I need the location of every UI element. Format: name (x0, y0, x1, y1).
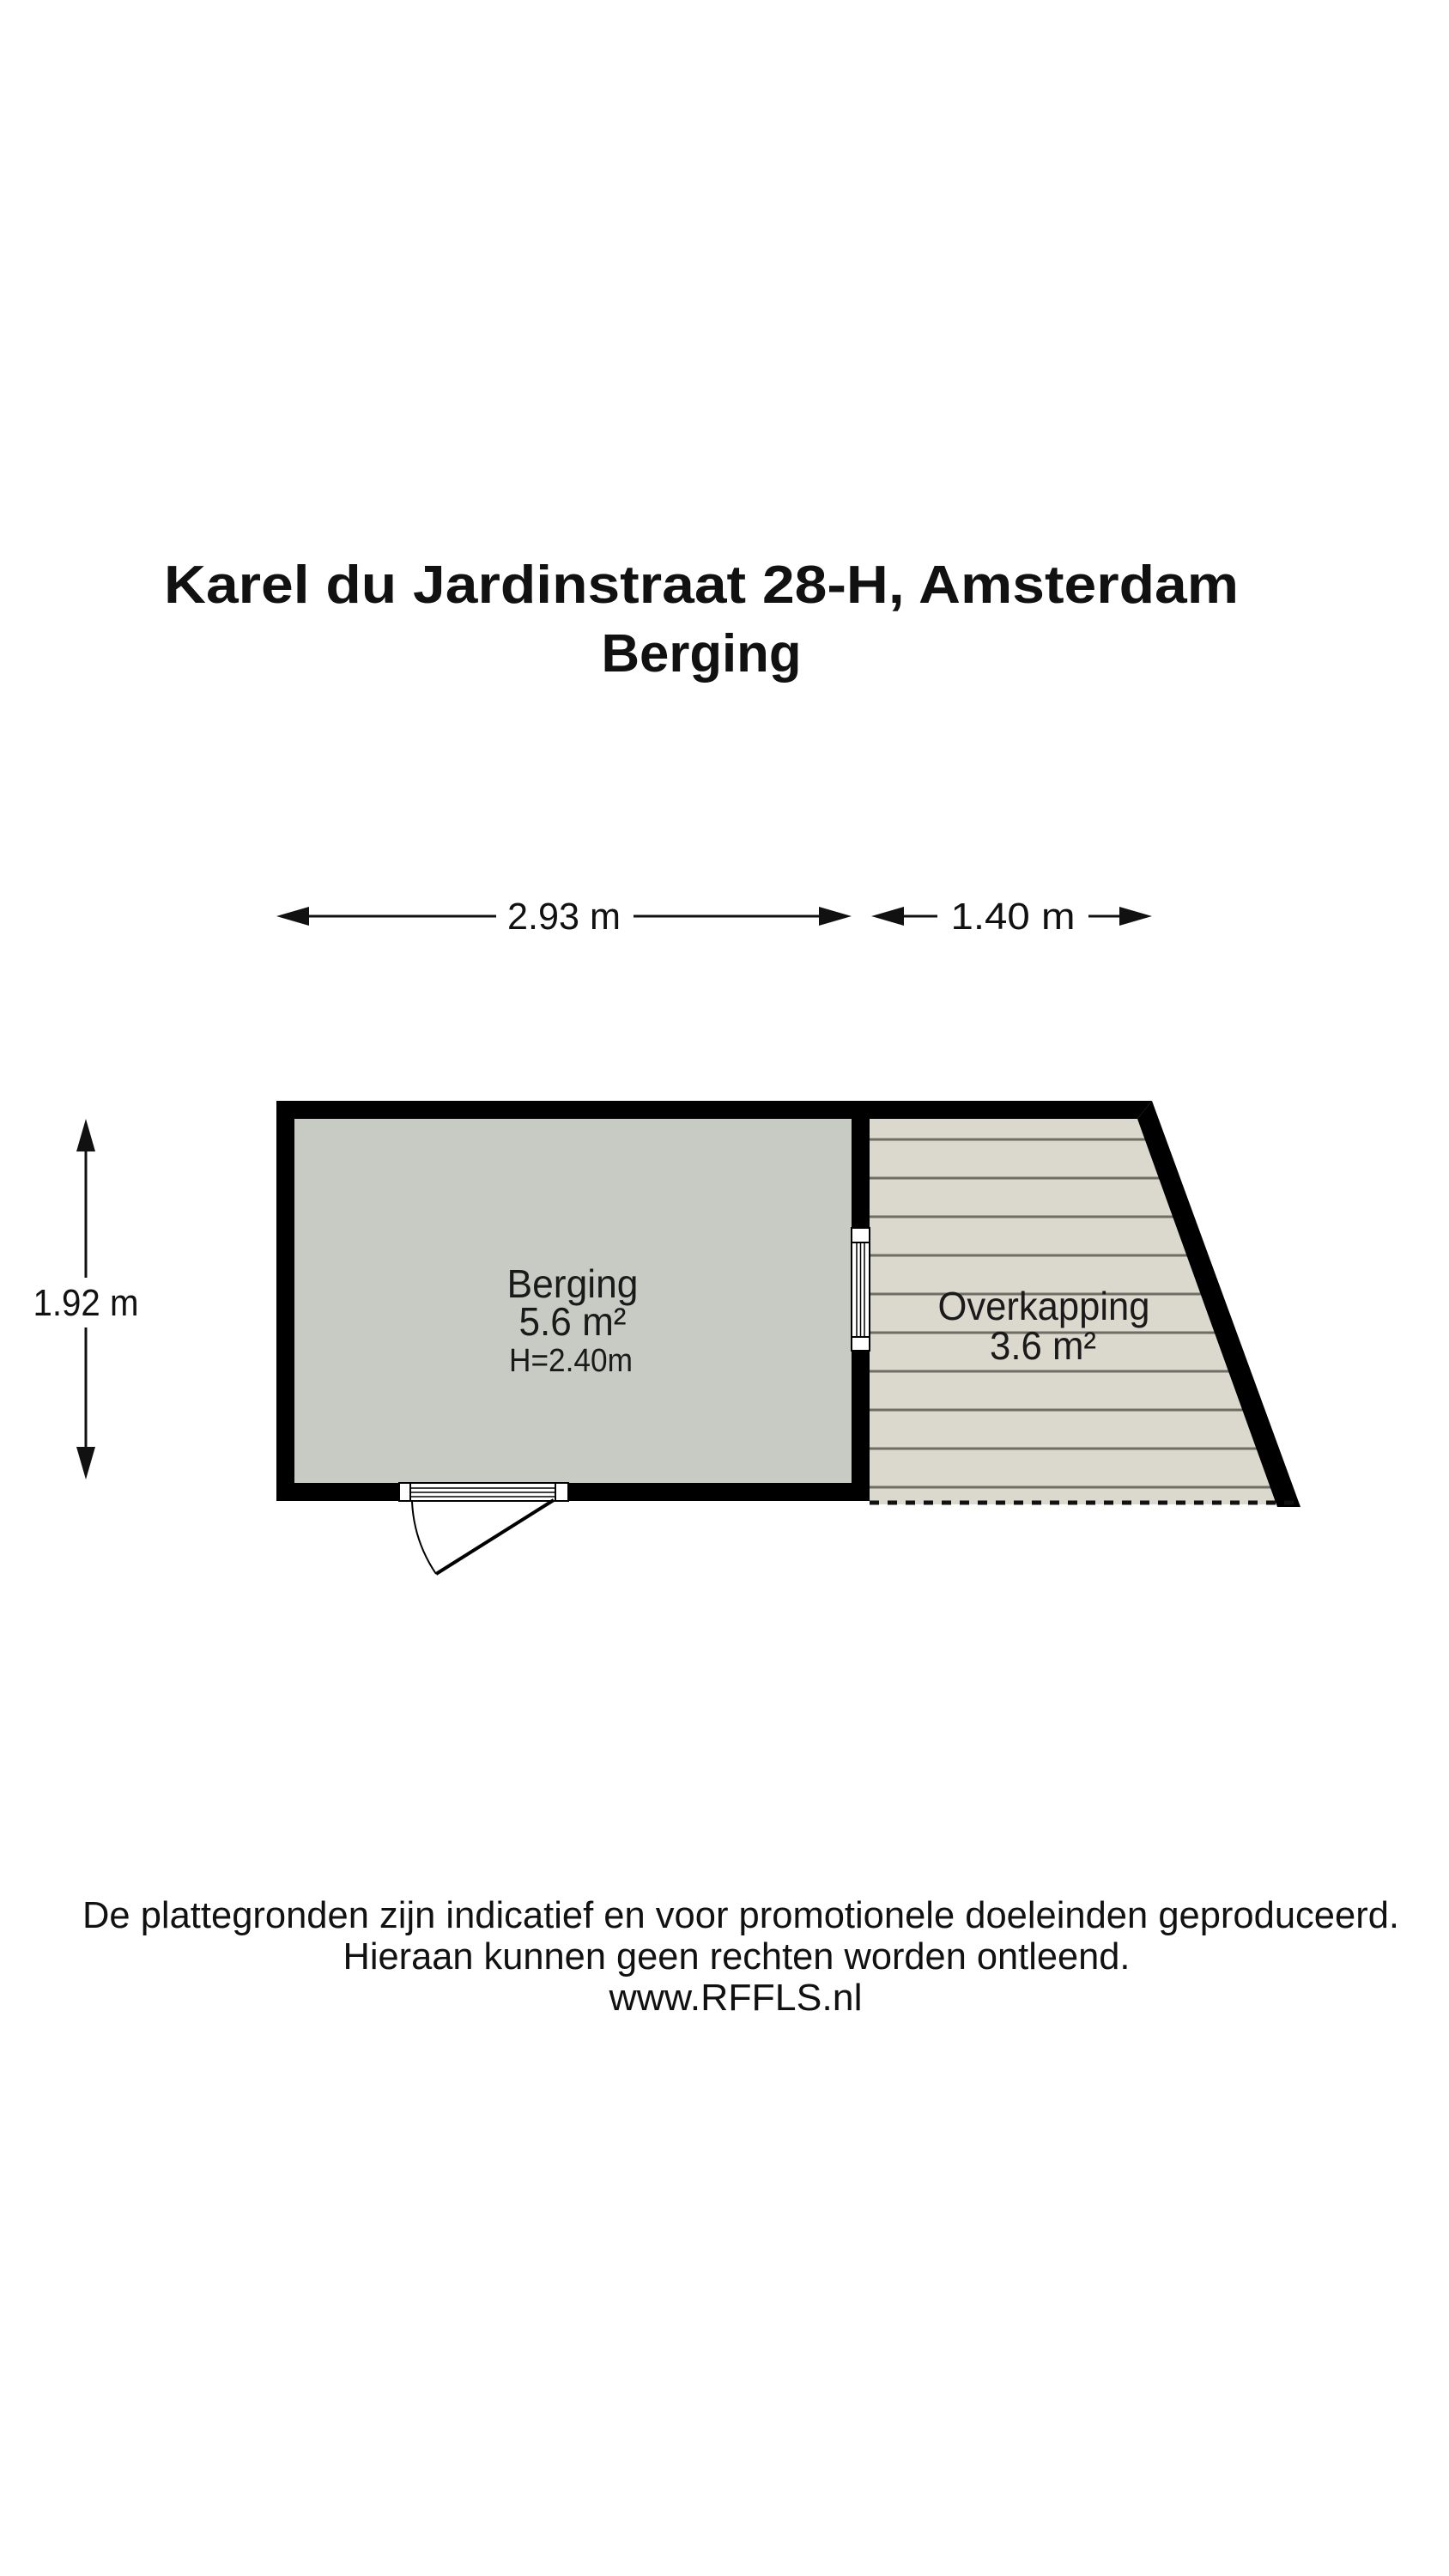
dim-label-depth: 1.92 m (33, 1282, 139, 1324)
berging-ceiling-height: H=2.40m (509, 1343, 633, 1379)
arrow-right-icon (1119, 907, 1152, 926)
dim-label-berging-width: 2.93 m (507, 896, 621, 938)
dimension-left (33, 1119, 139, 1479)
wall-bottom-left (276, 1483, 399, 1501)
arrow-down-icon (76, 1447, 95, 1479)
footer-line2: Hieraan kunnen geen rechten worden ontleend. (343, 1935, 1131, 1978)
arrow-up-icon (76, 1119, 95, 1151)
berging-name: Berging (506, 1261, 639, 1306)
berging-area: 5.6 m² (518, 1299, 627, 1344)
footer-website: www.RFFLS.nl (608, 1977, 863, 2019)
dimension-top-right (871, 896, 1152, 938)
arrow-right-icon (819, 907, 852, 926)
wall-top (276, 1101, 1152, 1119)
title-room: Berging (601, 624, 802, 683)
page-title (164, 556, 1239, 683)
arrow-left-icon (871, 907, 904, 926)
dim-label-overkapping-width: 1.40 m (950, 896, 1076, 938)
wall-bottom-right (568, 1483, 870, 1501)
window-icon (852, 1228, 870, 1351)
overkapping-area: 3.6 m² (990, 1323, 1096, 1368)
dimension-top-left (276, 896, 852, 938)
door-icon (399, 1483, 568, 1574)
door-jamb-left (399, 1483, 410, 1501)
door-leaf (436, 1500, 554, 1574)
title-address: Karel du Jardinstraat 28-H, Amsterdam (164, 556, 1239, 615)
footer-line1: De plattegronden zijn indicatief en voor promotionele doeleinden geproduceerd. (82, 1894, 1399, 1936)
berging-label (507, 1261, 639, 1379)
overkapping-name: Overkapping (937, 1284, 1150, 1328)
wall-middle-lower (852, 1351, 870, 1501)
footer-disclaimer (82, 1894, 1399, 2019)
door-jamb-right (555, 1483, 568, 1501)
arrow-left-icon (276, 907, 309, 926)
door-swing-arc (412, 1502, 436, 1574)
wall-middle-upper (852, 1119, 870, 1228)
wall-left (276, 1101, 294, 1501)
